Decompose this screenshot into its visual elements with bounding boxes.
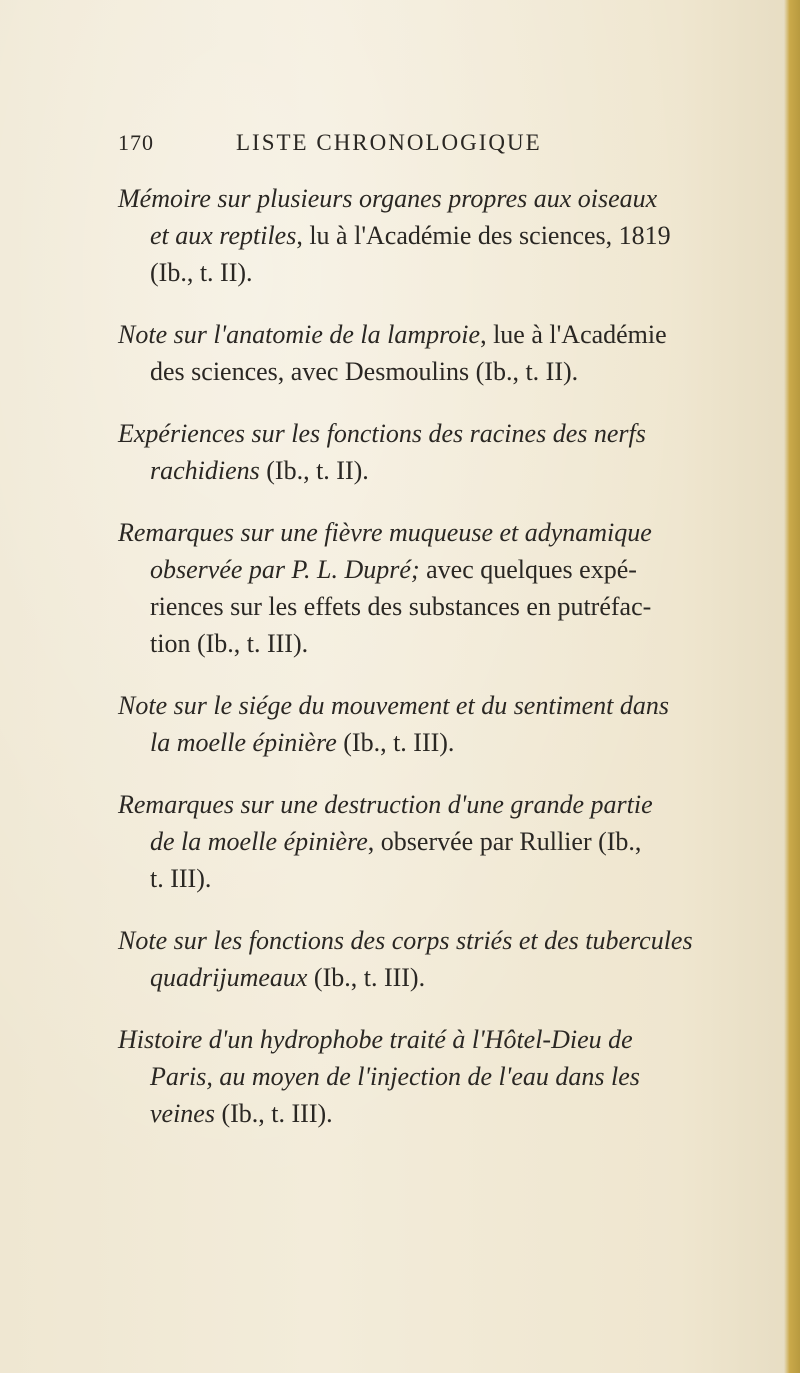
entry-line [118,786,678,823]
page-header [118,130,678,160]
bibliography-entry [118,415,678,489]
entry-line [118,1095,678,1132]
entry-line [118,1058,678,1095]
entry-line [118,724,678,761]
bibliography-list [118,180,693,1157]
entry-title-text: Remarques sur une destruction d'une grande partie [118,790,653,819]
entry-detail-text: (Ib., t. III). [214,1099,333,1128]
entry-title-text: veines [150,1099,215,1128]
bibliography-entry [118,687,678,761]
entry-title-text: rachidiens [150,456,260,485]
bibliography-entry [118,514,678,662]
entry-detail-text: riences sur les effets des substances en putréfac- [150,592,652,621]
entry-title-text: de la moelle épinière [150,827,368,856]
running-title: LISTE CHRONOLOGIQUE [236,130,542,155]
entry-line [118,217,678,254]
bibliography-entry [118,180,678,291]
entry-detail-text: (Ib., t. III). [307,963,426,992]
entry-detail-text: avec quelques expé- [419,555,637,584]
entry-title-text: Note sur le siége du mouvement et du sentiment dans [118,691,669,720]
entry-detail-text: (Ib., t. III). [336,728,455,757]
entry-line [118,452,678,489]
bibliography-entry [118,922,693,996]
entry-detail-text: , lu à l'Académie des sciences, 1819 [296,221,671,250]
entry-line [118,687,678,724]
entry-line [118,316,678,353]
bibliography-entry [118,1021,678,1132]
entry-detail-text: des sciences, avec Desmoulins (Ib., t. II). [150,357,579,386]
entry-title-text: Note sur les fonctions des corps striés et des tubercules [118,926,693,955]
page-edge [784,0,800,1373]
entry-line [118,922,693,959]
entry-title-text: observée par P. L. Dupré; [150,555,420,584]
entry-title-text: la moelle épinière [150,728,337,757]
bibliography-entry [118,316,678,390]
entry-title-text: et aux reptiles [150,221,297,250]
entry-title-text: Note sur l'anatomie de la lamproie [118,320,481,349]
bibliography-entry [118,786,678,897]
entry-line [118,551,678,588]
entry-detail-text: , lue à l'Académie [480,320,667,349]
entry-line [118,415,678,452]
entry-detail-text: , observée par Rullier (Ib., [367,827,642,856]
entry-line [118,959,678,996]
entry-detail-text: t. III). [150,864,212,893]
entry-detail-text: (Ib., t. II). [259,456,369,485]
entry-title-text: quadrijumeaux [150,963,308,992]
entry-title-text: Mémoire sur plusieurs organes propres aux oiseaux [118,184,658,213]
entry-line [118,588,678,625]
entry-title-text: Histoire d'un hydrophobe traité à l'Hôtel-Dieu de [118,1025,633,1054]
entry-title-text: Paris, au moyen de l'injection de l'eau dans les [150,1062,640,1091]
page-number: 170 [118,130,154,155]
entry-line [118,353,678,390]
entry-line [118,514,678,551]
entry-line [118,1021,678,1058]
entry-title-text: Remarques sur une fièvre muqueuse et adynamique [118,518,652,547]
entry-line [118,180,678,217]
entry-detail-text: (Ib., t. II). [150,258,253,287]
entry-detail-text: tion (Ib., t. III). [150,629,309,658]
entry-line [118,625,678,662]
entry-title-text: Expériences sur les fonctions des racines des nerfs [118,419,646,448]
entry-line [118,823,678,860]
entry-line [118,860,678,897]
entry-line [118,254,678,291]
